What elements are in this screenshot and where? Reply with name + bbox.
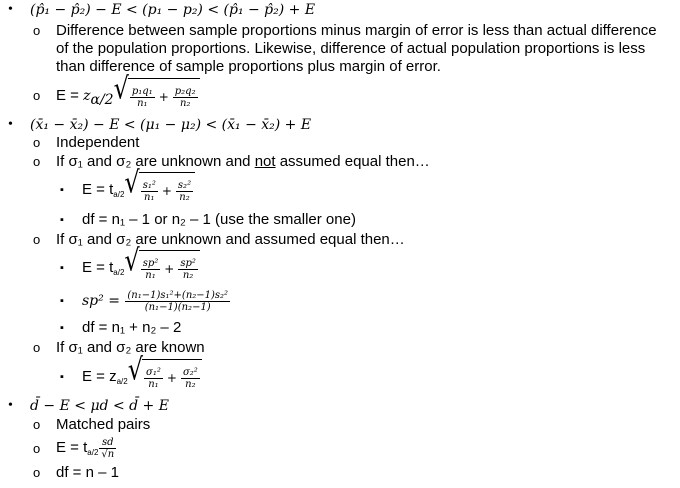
margin-formula-known: $E = z_{a/2}$ √ $\frac{\text{σ₁²}}{\text{n₁}}$ + $\frac{\text{σ₂²}}{\text{n₂}}$ [82,359,202,399]
matched-pairs-label: Matched pairs [56,416,151,433]
bullet-3: • [8,398,13,413]
df-pooled: df = n₁ + n₂ – 2 [82,319,182,336]
bullet-1: • [8,2,13,17]
proportion-interval-formula: (p̂₁ − p̂₂) − E < (p₁ − p₂) < (p̂₁ − p̂₂) + E [30,2,316,18]
sqrt-expression: √ $\frac{\text{σ₁²}}{\text{n₁}}$ + $\frac{\text{σ₂²}}{\text{n₂}}$ [128,359,202,395]
proportion-margin-formula [56,71,200,117]
e-label: E = [56,86,84,104]
sub-sub-bullet: ▪ [60,214,64,226]
paired-margin-formula: $E = t_{a/2}$ $\frac{sd}{√n}$ [56,436,115,460]
sqrt-expression: √ $\frac{\text{sp²}}{\text{n₁}}$ + $\frac{\text{sp²}}{\text{n₂}}$ [124,250,199,286]
sub-sub-bullet: ▪ [60,262,64,274]
paired-df: df = n – 1 [56,464,119,481]
sqrt-expression: √ $\frac{\text{p₁q₁}}{\text{n₁}}$ + $\frac{\text{p₂q₂}}{\text{n₂}}$ [114,78,200,114]
sub-bullet: o [33,135,41,150]
bullet-2: • [8,117,13,132]
sub-bullet: o [33,154,41,169]
margin-formula-unequal: $E = t_{a/2}$ √ $\frac{\text{s₁²}}{\text{n₁}}$ + $\frac{\text{s₂²}}{\text{n₂}}$ [82,172,195,212]
z-symbol: z [83,87,91,104]
sqrt-expression: √ $\frac{\text{s₁²}}{\text{n₁}}$ + $\frac{\text{s₂²}}{\text{n₂}}$ [124,172,195,208]
independent-label: Independent [56,134,140,151]
df-unequal: df = n₁ – 1 or n₂ – 1 (use the smaller one) [82,211,356,228]
proportion-description-line-3: than difference of sample proportions plus margin of error. [56,58,441,75]
sub-bullet: o [33,441,41,456]
margin-formula-pooled: $E = t_{a/2}$ √ $\frac{\text{sp²}}{\text{n₁}}$ + $\frac{\text{sp²}}{\text{n₂}}$ [82,250,200,290]
sub-bullet: o [33,232,41,247]
mean-interval-formula: (x̄₁ − x̄₂) − E < (μ₁ − μ₂) < (x̄₁ − x̄₂) + E [30,117,312,133]
case-known: If σ₁ and σ₂ are known [56,339,205,356]
fraction-p2q2: $\frac{\text{p₂q₂}}{\text{n₂}}$ [174,85,196,109]
sub-bullet: o [33,465,41,480]
case-unknown-not-equal: If σ₁ and σ₂ are unknown and not assumed equal then… [56,153,430,170]
pooled-variance-formula: sp² = $\frac{\text{(n₁−1)s₁²+(n₂−1)s₂²}}{\text{(n₁−1)(n₂−1)}}$ [82,289,229,313]
fraction-p1q1: $\frac{\text{p₁q₁}}{\text{n₁}}$ [131,85,153,109]
sub-bullet: o [33,417,41,432]
paired-interval-formula: d̄ − E < μd < d̄ + E [30,398,169,414]
proportion-description-line-1: Difference between sample proportions minus margin of error is less than actual difference [56,22,657,39]
sub-bullet: o [33,23,41,38]
sub-bullet: o [33,88,41,103]
sub-sub-bullet: ▪ [60,295,64,307]
sub-sub-bullet: ▪ [60,371,64,383]
sub-sub-bullet: ▪ [60,184,64,196]
sub-sub-bullet: ▪ [60,322,64,334]
proportion-description-line-2: of the population proportions. Likewise, difference of actual population proportions is less [56,40,646,57]
case-unknown-equal: If σ₁ and σ₂ are unknown and assumed equal then… [56,231,405,248]
sub-bullet: o [33,340,41,355]
z-subscript: α/2 [90,91,114,108]
